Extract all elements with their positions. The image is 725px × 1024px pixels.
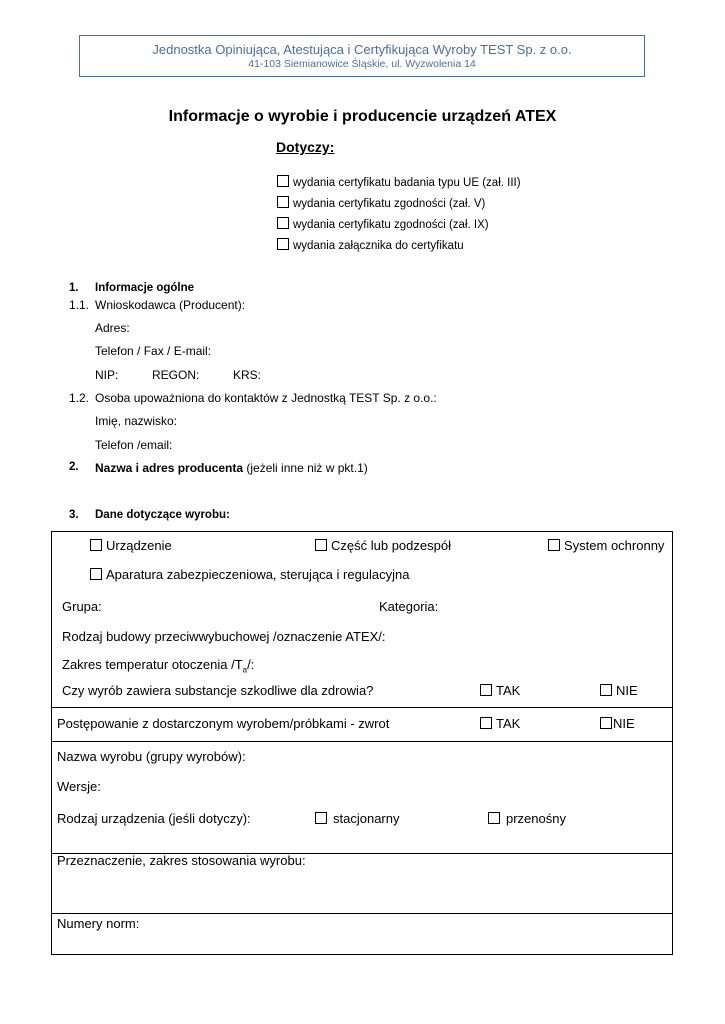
section1-num: 1. — [69, 282, 79, 294]
section3-title: Dane dotyczące wyrobu: — [95, 509, 230, 521]
checkbox[interactable] — [480, 717, 492, 729]
kind-stationary[interactable] — [315, 811, 399, 826]
hazardous-yes[interactable] — [480, 683, 520, 698]
checkbox[interactable] — [548, 539, 560, 551]
hazardous-label: Czy wyrób zawiera substancje szkodliwe dla zdrowia? — [62, 683, 374, 698]
standards-label: Numery norm: — [57, 916, 140, 931]
checkbox[interactable] — [277, 175, 289, 187]
section2-title: Nazwa i adres producenta — [95, 461, 244, 475]
section3-num: 3. — [69, 509, 79, 521]
temp-prefix: Zakres temperatur otoczenia /T — [62, 657, 243, 672]
phone-email-label: Telefon /email: — [95, 438, 173, 452]
protection-label: Rodzaj budowy przeciwwybuchowej /oznaczenie ATEX/: — [62, 629, 386, 644]
section2-note: (jeżeli inne niż w pkt.1) — [243, 461, 368, 475]
kind-portable[interactable] — [488, 811, 566, 826]
checkbox[interactable] — [480, 684, 492, 696]
checkbox[interactable] — [315, 539, 327, 551]
option-label: TAK — [496, 716, 521, 731]
section11-num: 1.1. — [69, 298, 90, 312]
option-label: wydania załącznika do certyfikatu — [293, 240, 464, 252]
phone-label: Telefon / Fax / E-mail: — [95, 344, 212, 358]
page-title: Informacje o wyrobie i producencie urządzeń ATEX — [168, 108, 557, 125]
name-label: Imię, nazwisko: — [95, 414, 178, 428]
temp-sub: a — [242, 665, 248, 675]
concerns-label: Dotyczy: — [276, 139, 335, 155]
product-name-label: Nazwa wyrobu (grupy wyrobów): — [57, 749, 246, 764]
option-label: wydania certyfikatu zgodności (zał. V) — [293, 198, 486, 210]
address-label: Adres: — [95, 321, 130, 335]
purpose-label: Przeznaczenie, zakres stosowania wyrobu: — [57, 853, 306, 868]
concerns-option-2[interactable] — [277, 196, 485, 210]
nip-label: NIP: — [95, 368, 119, 382]
header-box — [79, 35, 645, 77]
hazardous-no[interactable] — [600, 683, 638, 698]
option-label: Urządzenie — [106, 538, 172, 553]
option-label: NIE — [616, 683, 638, 698]
temp-range-label — [62, 657, 254, 675]
option-label: Część lub podzespół — [331, 538, 451, 553]
regon-label: REGON: — [152, 368, 200, 382]
section12-num: 1.2. — [69, 391, 90, 405]
option-label: TAK — [496, 683, 521, 698]
option-label: przenośny — [506, 811, 566, 826]
checkbox[interactable] — [90, 568, 102, 580]
type-apparatus[interactable] — [90, 567, 410, 582]
checkbox[interactable] — [277, 196, 289, 208]
section2-num: 2. — [69, 461, 79, 473]
checkbox[interactable] — [277, 238, 289, 250]
option-label: wydania certyfikatu zgodności (zał. IX) — [293, 219, 489, 231]
section2-heading — [95, 461, 368, 475]
krs-label: KRS: — [233, 368, 262, 382]
temp-suffix: /: — [247, 657, 255, 672]
concerns-option-1[interactable] — [277, 175, 521, 189]
checkbox[interactable] — [90, 539, 102, 551]
contact-person-label: Osoba upoważniona do kontaktów z Jednostką TEST Sp. z o.o.: — [95, 391, 437, 405]
checkbox[interactable] — [488, 812, 500, 824]
group-label: Grupa: — [62, 599, 102, 614]
checkbox[interactable] — [600, 684, 612, 696]
device-kind-label: Rodzaj urządzenia (jeśli dotyczy): — [57, 811, 251, 826]
standards-block — [51, 913, 673, 955]
type-protective-system[interactable] — [548, 538, 664, 553]
applicant-label: Wnioskodawca (Producent): — [95, 298, 246, 312]
type-device[interactable] — [90, 538, 172, 553]
option-label: Aparatura zabezpieczeniowa, sterująca i regulacyjna — [106, 567, 410, 582]
checkbox[interactable] — [600, 717, 612, 729]
return-yes[interactable] — [480, 716, 520, 731]
versions-label: Wersje: — [57, 779, 101, 794]
option-label: stacjonarny — [333, 811, 400, 826]
option-label: wydania certyfikatu badania typu UE (zał. III) — [293, 177, 521, 189]
checkbox[interactable] — [277, 217, 289, 229]
org-address: 41-103 Siemianowice Śląskie, ul. Wyzwolenia 14 — [248, 58, 476, 70]
section1-title: Informacje ogólne — [95, 282, 195, 294]
checkbox[interactable] — [315, 812, 327, 824]
product-type-block — [51, 531, 673, 708]
return-no[interactable] — [600, 716, 635, 731]
category-label: Kategoria: — [379, 599, 439, 614]
concerns-option-4[interactable] — [277, 238, 464, 252]
option-label: NIE — [613, 716, 635, 731]
option-label: System ochronny — [564, 538, 665, 553]
concerns-option-3[interactable] — [277, 217, 489, 231]
org-name: Jednostka Opiniująca, Atestująca i Certyfikująca Wyroby TEST Sp. z o.o. — [152, 42, 572, 57]
type-part[interactable] — [315, 538, 451, 553]
return-label: Postępowanie z dostarczonym wyrobem/próbkami - zwrot — [57, 716, 390, 731]
